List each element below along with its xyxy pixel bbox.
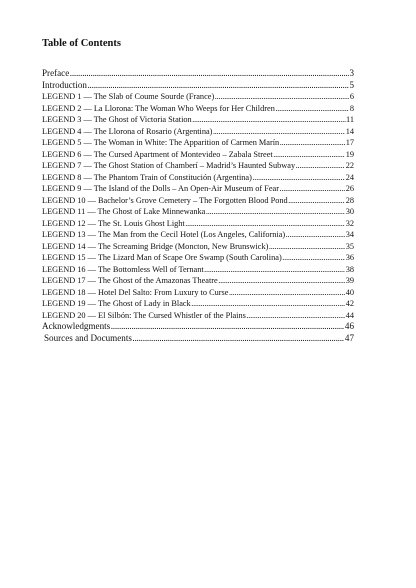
toc-entry-page-number: 32 [345, 218, 354, 228]
toc-entry[interactable] [42, 252, 354, 264]
toc-entry[interactable] [42, 172, 354, 184]
toc-entry-title: Sources and Documents [44, 332, 132, 343]
toc-entry-title: LEGEND 14 — The Screaming Bridge (Moncton, New Brunswick) [42, 241, 269, 251]
toc-entry[interactable] [42, 229, 354, 241]
toc-entry-title: LEGEND 2 — La Llorona: The Woman Who Weeps for Her Children [42, 103, 275, 113]
dot-leader [273, 149, 345, 161]
toc-entry-title: LEGEND 16 — The Bottomless Well of Ternant [42, 264, 204, 274]
dot-leader [279, 183, 345, 195]
toc-entry-title: LEGEND 7 — The Ghost Station of Chamberí – Madrid’s Haunted Subway [42, 161, 296, 170]
dot-leader [132, 333, 344, 345]
toc-entry-page-number: 34 [345, 230, 354, 239]
toc-entry-page-number: 40 [345, 287, 354, 297]
toc-entry[interactable] [42, 137, 354, 149]
toc-entry-title: LEGEND 11 — The Ghost of Lake Minnewanka [42, 207, 206, 216]
toc-entry-page-number: 11 [346, 115, 354, 124]
toc-entry-title: LEGEND 8 — The Phantom Train of Constitución (Argentina) [42, 172, 252, 182]
toc-entry-page-number: 39 [345, 276, 354, 285]
toc-entry-title: LEGEND 4 — The Llorona of Rosario (Argentina) [42, 126, 213, 136]
toc-entry[interactable] [42, 206, 354, 218]
toc-entry-title: Preface [42, 68, 70, 78]
dot-leader [269, 241, 345, 253]
toc-entry-title: LEGEND 9 — The Island of the Dolls – An Open-Air Museum of Fear [42, 184, 279, 193]
toc-entry[interactable] [42, 264, 354, 276]
toc-entry[interactable] [42, 149, 354, 161]
dot-leader [111, 321, 345, 333]
dot-leader [192, 114, 345, 126]
toc-entry-page-number: 5 [349, 79, 354, 90]
toc-entry[interactable] [42, 80, 354, 92]
dot-leader [215, 91, 350, 103]
toc-entry-title: Acknowledgments [42, 321, 111, 331]
toc-entry[interactable] [42, 103, 354, 115]
toc-entry[interactable] [42, 321, 354, 333]
toc-entry[interactable] [42, 310, 354, 322]
dot-leader [206, 206, 345, 218]
toc-entry-title: LEGEND 18 — Hotel Del Salto: From Luxury to Curse [42, 287, 229, 297]
dot-leader [286, 229, 346, 241]
toc-entry[interactable] [42, 126, 354, 138]
dot-leader [275, 103, 349, 115]
toc-entry-page-number: 35 [345, 241, 354, 251]
dot-leader [246, 310, 345, 322]
dot-leader [229, 287, 345, 299]
dot-leader [252, 172, 345, 184]
toc-entry[interactable] [42, 195, 354, 207]
toc-entry[interactable] [42, 275, 354, 287]
toc-entry-page-number: 44 [345, 310, 354, 320]
dot-leader [218, 275, 345, 287]
toc-heading: Table of Contents [42, 38, 121, 49]
toc-entry-title: LEGEND 15 — The Lizard Man of Scape Ore Swamp (South Carolina) [42, 253, 282, 262]
toc-entry-title: LEGEND 6 — The Cursed Apartment of Montevideo – Zabala Street [42, 149, 273, 159]
toc-entry-title: LEGEND 10 — Bachelor’s Grove Cemetery – The Forgotten Blood Pond [42, 195, 288, 205]
toc-entry-page-number: 30 [345, 207, 354, 216]
toc-entry[interactable] [42, 91, 354, 103]
toc-entry-page-number: 36 [345, 253, 354, 262]
toc-entry[interactable] [42, 160, 354, 172]
dot-leader [70, 68, 349, 80]
toc-entry[interactable] [42, 183, 354, 195]
toc-entry-page-number: 22 [345, 161, 354, 170]
toc-entry-page-number: 26 [345, 184, 354, 193]
toc-entry-title: LEGEND 1 — The Slab of Coume Sourde (France) [42, 92, 215, 101]
toc-entry-title: LEGEND 3 — The Ghost of Victoria Station [42, 115, 192, 124]
toc-entry-page-number: 42 [345, 299, 354, 308]
dot-leader [213, 126, 345, 138]
toc-entry[interactable] [42, 114, 354, 126]
toc-list [42, 68, 354, 344]
dot-leader [282, 252, 345, 264]
dot-leader [296, 160, 346, 172]
toc-entry-page-number: 46 [344, 321, 354, 331]
toc-entry-page-number: 17 [345, 138, 354, 147]
toc-entry-page-number: 38 [345, 264, 354, 274]
toc-entry-page-number: 24 [345, 172, 354, 182]
dot-leader [191, 298, 345, 310]
dot-leader [204, 264, 345, 276]
toc-entry-title: LEGEND 20 — El Silbón: The Cursed Whistler of the Plains [42, 310, 246, 320]
toc-entry[interactable] [42, 218, 354, 230]
toc-entry[interactable] [42, 333, 354, 345]
toc-entry-title: LEGEND 12 — The St. Louis Ghost Light [42, 218, 185, 228]
toc-entry-page-number: 3 [349, 68, 354, 78]
toc-entry-title: LEGEND 5 — The Woman in White: The Apparition of Carmen Marín [42, 138, 280, 147]
toc-entry[interactable] [42, 287, 354, 299]
dot-leader [280, 137, 345, 149]
dot-leader [185, 218, 345, 230]
toc-entry-page-number: 8 [349, 103, 354, 113]
toc-entry-page-number: 28 [345, 195, 354, 205]
toc-entry-title: Introduction [42, 79, 87, 90]
toc-entry[interactable] [42, 298, 354, 310]
toc-entry[interactable] [42, 241, 354, 253]
toc-entry[interactable] [42, 68, 354, 80]
toc-entry-title: LEGEND 19 — The Ghost of Lady in Black [42, 299, 191, 308]
toc-entry-title: LEGEND 17 — The Ghost of the Amazonas Theatre [42, 276, 218, 285]
toc-entry-page-number: 47 [344, 332, 354, 343]
toc-entry-page-number: 14 [345, 126, 354, 136]
toc-entry-title: LEGEND 13 — The Man from the Cecil Hotel (Los Angeles, California) [42, 230, 286, 239]
toc-entry-page-number: 6 [349, 92, 354, 101]
dot-leader [288, 195, 345, 207]
dot-leader [87, 80, 348, 92]
toc-entry-page-number: 19 [345, 149, 354, 159]
